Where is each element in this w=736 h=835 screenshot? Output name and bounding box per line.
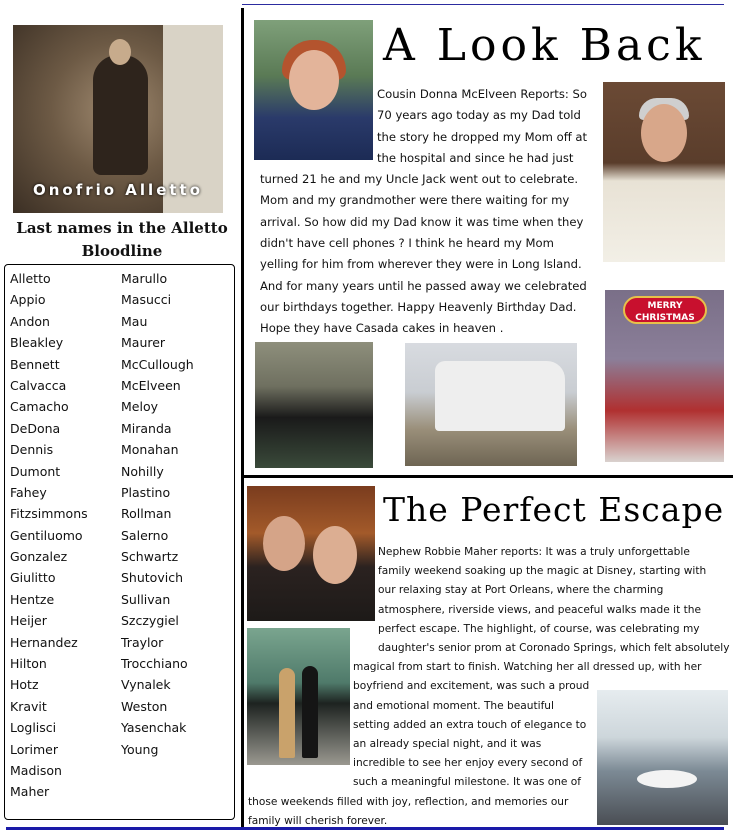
lastnames-title: Last names in the Alletto Bloodline [16,219,228,260]
surname-item: Schwartz [121,549,179,565]
surname-item: Bennett [10,356,60,372]
surname-item: Loglisci [10,720,57,736]
surname-item: Bleakley [10,335,64,351]
surname-item: Alletto [10,271,51,286]
surname-item: Fahey [10,484,47,500]
article-line: an already special night, and it was [353,738,542,751]
article-line: perfect escape. The highlight, of course, was celebrating my [378,622,700,635]
surname-item: Heijer [10,613,47,629]
surname-item: McElveen [121,377,181,393]
surname-item: Traylor [121,634,164,650]
surname-item: Shutovich [121,570,183,586]
surname-item: Madison [10,762,62,778]
surname-item: Hernandez [10,634,78,650]
article-line: Hope they have Casada cakes in heaven . [260,321,504,336]
look-back-article [260,84,600,340]
article-line: 70 years ago today as my Dad told [377,108,581,123]
column-divider [241,8,244,830]
surname-item: Young [121,741,159,757]
merry-christmas-badge: MERRY CHRISTMAS [623,296,707,324]
article-line: Cousin Donna McElveen Reports: So [377,87,587,101]
article-line: our relaxing stay at Port Orleans, where the charming [378,584,664,597]
surname-item: Appio [10,292,46,308]
surname-item: Calvacca [10,377,67,393]
surname-item: Sullivan [121,591,171,607]
surname-item: Andon [10,313,50,329]
article-line: those weekends filled with joy, reflection, and memories our [248,795,569,808]
surname-item: Vynalek [121,677,171,693]
surname-item: Fitzsimmons [10,506,88,522]
article-line: family weekend soaking up the magic at Disney, starting with [378,565,707,578]
section-divider [241,475,733,478]
top-rule [242,4,724,5]
article-line: yelling for him from wherever they were in Long Island. [260,257,582,272]
onofrio-photo [13,25,223,213]
surname-item: Maurer [121,335,166,351]
surname-item: Hilton [10,656,47,672]
surname-item: Dumont [10,463,61,479]
surname-item: Gentiluomo [10,527,83,543]
surname-item: Rollman [121,506,172,522]
look-back-title: A Look Back [383,20,706,71]
surname-item: Dennis [10,442,54,458]
article-line: magical from start to finish. Watching her all dressed up, with her [353,661,702,674]
perfect-escape-title: The Perfect Escape [383,490,725,529]
article-line: and emotional moment. The beautiful [353,699,554,712]
perfect-escape-article [248,543,730,831]
article-line: atmosphere, riverside views, and peaceful walks made it the [378,603,701,616]
surname-item: Camacho [10,399,69,415]
dad-photo [603,82,725,262]
surname-item: Maher [10,784,50,800]
surname-item: Hentze [10,591,55,607]
van-photo [405,343,577,466]
group-photo [255,342,373,468]
surname-item: Kravit [10,698,47,714]
surname-item: Szczygiel [121,613,179,629]
article-line: such a meaningful milestone. It was one of [353,776,582,789]
names-column-1 [10,268,88,803]
article-line: the story he dropped my Mom off at [377,129,588,144]
surname-item: Marullo [121,271,168,286]
article-line: arrival. So how did my Dad know it was time when they [260,214,584,229]
surname-item: Mau [121,313,148,329]
christmas-photo [605,290,724,462]
surname-item: Nohilly [121,463,164,479]
names-column-2 [121,268,194,760]
article-line: And for many years until he passed away we celebrated [260,278,587,293]
surname-item: Trocchiano [121,656,188,672]
surname-item: Miranda [121,420,172,436]
article-line: family will cherish forever. [248,814,388,827]
article-line: our birthdays together. Happy Heavenly Birthday Dad. [260,299,577,314]
surname-item: Hotz [10,677,39,693]
article-line: didn't have cell phones ? I think he heard my Mom [260,236,554,251]
article-line: incredible to see her enjoy every second of [353,757,583,770]
article-line: daughter's senior prom at Coronado Springs, which felt absolutely [378,642,730,655]
article-line: the hospital and since he had just [377,150,574,165]
surname-item: Lorimer [10,741,59,757]
surname-item: Masucci [121,292,172,308]
surname-item: Giulitto [10,570,56,586]
surname-item: McCullough [121,356,194,372]
surname-item: Salerno [121,527,169,543]
article-line: setting added an extra touch of elegance to [353,718,587,731]
surname-item: Yasenchak [121,720,187,736]
surname-item: Gonzalez [10,549,68,565]
article-line: Nephew Robbie Maher reports: It was a truly unforgettable [378,546,690,558]
article-line: boyfriend and excitement, was such a proud [353,680,590,693]
article-line: turned 21 he and my Uncle Jack went out to celebrate. [260,172,579,187]
surname-item: Plastino [121,484,171,500]
surname-item: Weston [121,698,168,714]
article-line: Mom and my grandmother were there waiting for my [260,193,570,208]
surname-item: Meloy [121,399,158,415]
photo-caption: Onofrio Alletto [32,181,204,199]
surname-item: DeDona [10,420,61,436]
surname-item: Monahan [121,442,179,458]
